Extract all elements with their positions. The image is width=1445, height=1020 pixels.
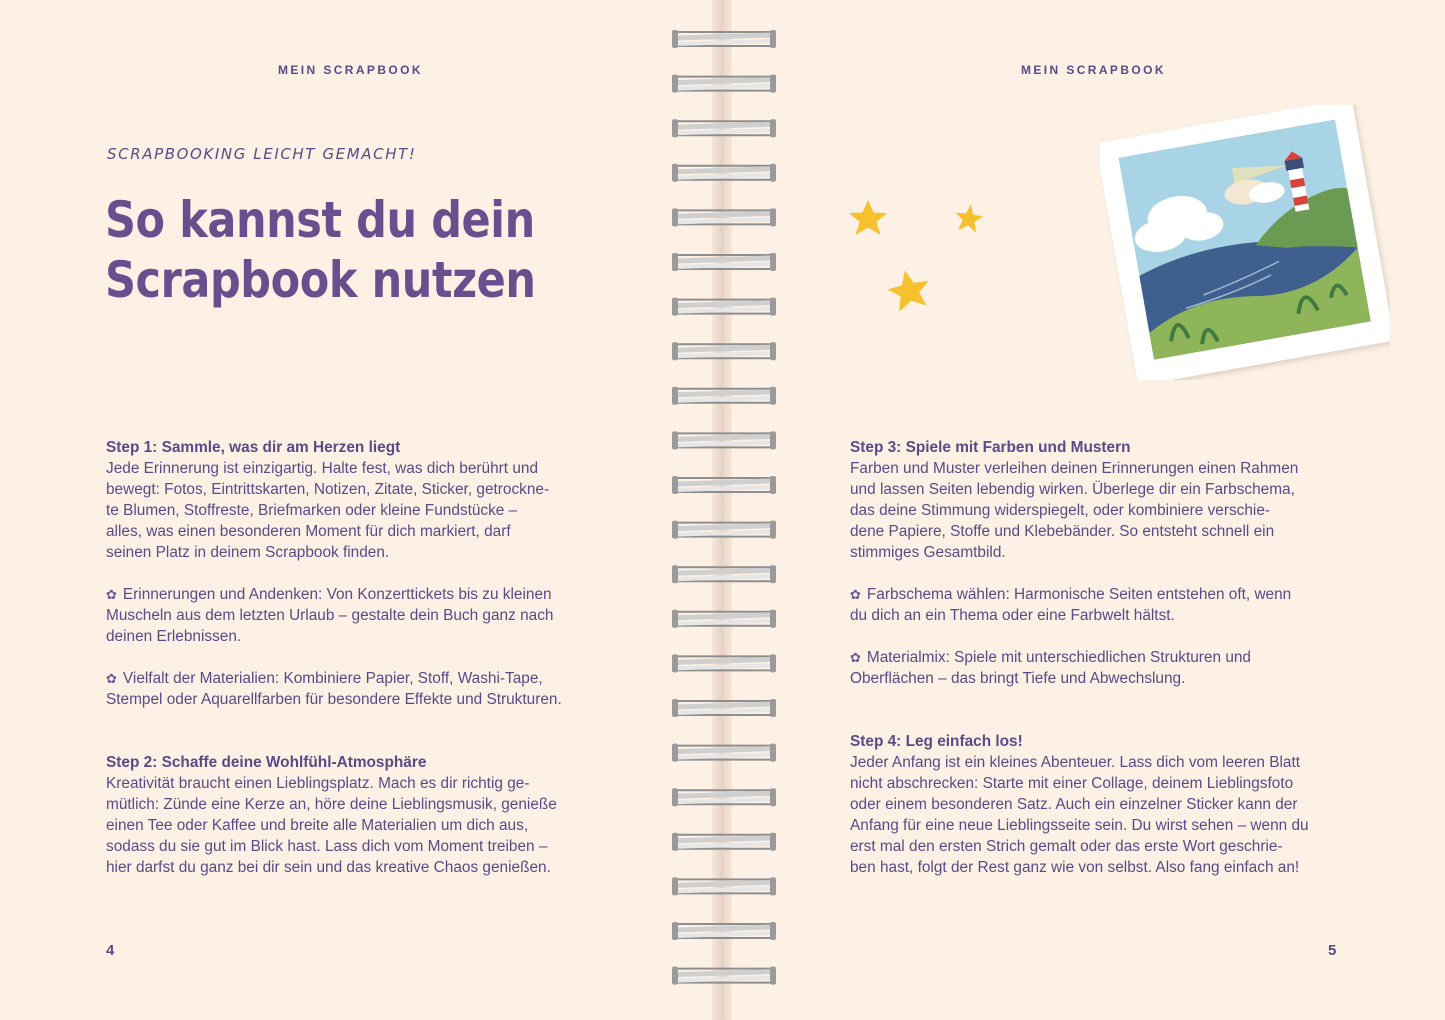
body-line: seinen Platz in deinem Scrapbook finden. [106, 544, 390, 561]
body-line: te Blumen, Stoffreste, Briefmarken oder kleine Fundstücke – [106, 502, 518, 519]
body-line: deinen Erlebnissen. [106, 628, 242, 645]
body-line: Farben und Muster verleihen deinen Erinnerungen einen Rahmen [850, 460, 1299, 477]
step-4-body [850, 752, 1370, 878]
step-3-bullet-1 [850, 584, 1350, 626]
body-line: das deine Stimmung widerspiegelt, oder kombiniere verschie- [850, 502, 1271, 519]
body-line: Stempel oder Aquarellfarben für besondere Effekte und Strukturen. [106, 691, 562, 708]
body-line: Vielfalt der Materialien: Kombiniere Papier, Stoff, Washi-Tape, [122, 670, 543, 687]
body-line: sodass du sie gut im Blick hast. Lass dich vom Moment treiben – [106, 838, 548, 855]
spiral-coil [672, 833, 776, 851]
running-head-left: MEIN SCRAPBOOK [278, 63, 423, 77]
body-line: dene Papiere, Stoffe und Klebebänder. So entsteht schnell ein [850, 523, 1275, 540]
step-1-bullet-1 [106, 584, 606, 647]
body-line: Anfang für eine neue Lieblingsseite sein. Du wirst sehen – wenn du [850, 817, 1309, 834]
spiral-coil [672, 922, 776, 940]
body-line: bewegt: Fotos, Eintrittskarten, Notizen, Zitate, Sticker, getrockne- [106, 481, 550, 498]
flower-icon: ✿ [850, 587, 861, 602]
spiral-coil [672, 431, 776, 449]
spiral-coil [672, 610, 776, 628]
flower-icon: ✿ [850, 650, 861, 665]
flower-icon: ✿ [106, 671, 117, 686]
step-3-section [850, 437, 1350, 689]
flower-icon: ✿ [106, 587, 117, 602]
body-line: mütlich: Zünde eine Kerze an, höre deine Lieblingsmusik, genieße [106, 796, 557, 813]
step-3-body [850, 458, 1350, 563]
star-icon [849, 200, 887, 235]
spiral-coil [672, 164, 776, 182]
spiral-coil [672, 521, 776, 539]
page-number-left: 4 [106, 942, 115, 959]
title-line-1: So kannst du dein [105, 191, 535, 249]
body-line: Jeder Anfang ist ein kleines Abenteuer. Lass dich vom leeren Blatt [850, 754, 1301, 771]
spiral-coil [672, 298, 776, 316]
step-2-section [106, 752, 606, 878]
spiral-coil [672, 476, 776, 494]
step-1-body [106, 458, 606, 563]
spiral-coil [672, 699, 776, 717]
spiral-coil [672, 654, 776, 672]
step-1-heading: Step 1: Sammle, was dir am Herzen liegt [106, 439, 401, 456]
body-line: oder einem besonderen Satz. Auch ein einzelner Sticker kann der [850, 796, 1298, 813]
spiral-coil [672, 253, 776, 271]
photo-scene [1118, 119, 1370, 359]
step-1-bullet-2 [106, 668, 606, 710]
star-icon [884, 266, 933, 313]
left-page [0, 0, 722, 1020]
title-line-2: Scrapbook nutzen [105, 251, 536, 309]
body-line: ben hast, folgt der Rest ganz wie von selbst. Also fang einfach an! [850, 859, 1300, 876]
spiral-coil [672, 342, 776, 360]
step-3-bullet-2 [850, 647, 1350, 689]
step-4-section [850, 731, 1370, 878]
spiral-coil [672, 75, 776, 93]
page-number-right: 5 [1328, 942, 1337, 959]
spiral-coil [672, 119, 776, 137]
kicker: SCRAPBOOKING LEICHT GEMACHT! [107, 145, 417, 163]
spiral-coil [672, 387, 776, 405]
body-line: du dich an ein Thema oder eine Farbwelt hältst. [850, 607, 1175, 624]
spiral-coil [672, 967, 776, 985]
spiral-coil [672, 744, 776, 762]
body-line: einen Tee oder Kaffee und breite alle Materialien um dich aus, [106, 817, 529, 834]
body-line: Muscheln aus dem letzten Urlaub – gestalte dein Buch ganz nach [106, 607, 554, 624]
spiral-coil [672, 565, 776, 583]
step-1-section [106, 437, 606, 710]
spiral-coil [672, 788, 776, 806]
step-2-heading: Step 2: Schaffe deine Wohlfühl-Atmosphäre [106, 754, 427, 771]
step-3-heading: Step 3: Spiele mit Farben und Mustern [850, 439, 1131, 456]
step-2-body [106, 773, 606, 878]
star-icon-group [840, 190, 990, 330]
body-line: erst mal den ersten Strich gemalt oder das erste Wort geschrie- [850, 838, 1283, 855]
body-line: Oberflächen – das bringt Tiefe und Abwechslung. [850, 670, 1186, 687]
spiral-coil [672, 30, 776, 48]
body-line: Erinnerungen und Andenken: Von Konzerttickets bis zu kleinen [122, 586, 552, 603]
body-line: Materialmix: Spiele mit unterschiedlichen Strukturen und [866, 649, 1251, 666]
lighthouse-photo [1100, 105, 1390, 380]
body-line: Farbschema wählen: Harmonische Seiten entstehen oft, wenn [866, 586, 1292, 603]
body-line: Kreativität braucht einen Lieblingsplatz. Mach es dir richtig ge- [106, 775, 530, 792]
body-line: hier darfst du ganz bei dir sein und das kreative Chaos genießen. [106, 859, 551, 876]
step-4-heading: Step 4: Leg einfach los! [850, 733, 1023, 750]
running-head-right: MEIN SCRAPBOOK [1021, 63, 1166, 77]
body-line: nicht abschrecken: Starte mit einer Collage, deinem Lieblingsfoto [850, 775, 1294, 792]
body-line: Jede Erinnerung ist einzigartig. Halte fest, was dich berührt und [106, 460, 539, 477]
star-icon [953, 202, 985, 233]
page-title [105, 190, 536, 310]
spiral-coil [672, 208, 776, 226]
spiral-coil [672, 877, 776, 895]
body-line: alles, was einen besonderen Moment für dich markiert, darf [106, 523, 511, 540]
body-line: stimmiges Gesamtbild. [850, 544, 1006, 561]
spiral-binding [668, 0, 780, 1020]
body-line: und lassen Seiten lebendig wirken. Überlege dir ein Farbschema, [850, 481, 1295, 498]
